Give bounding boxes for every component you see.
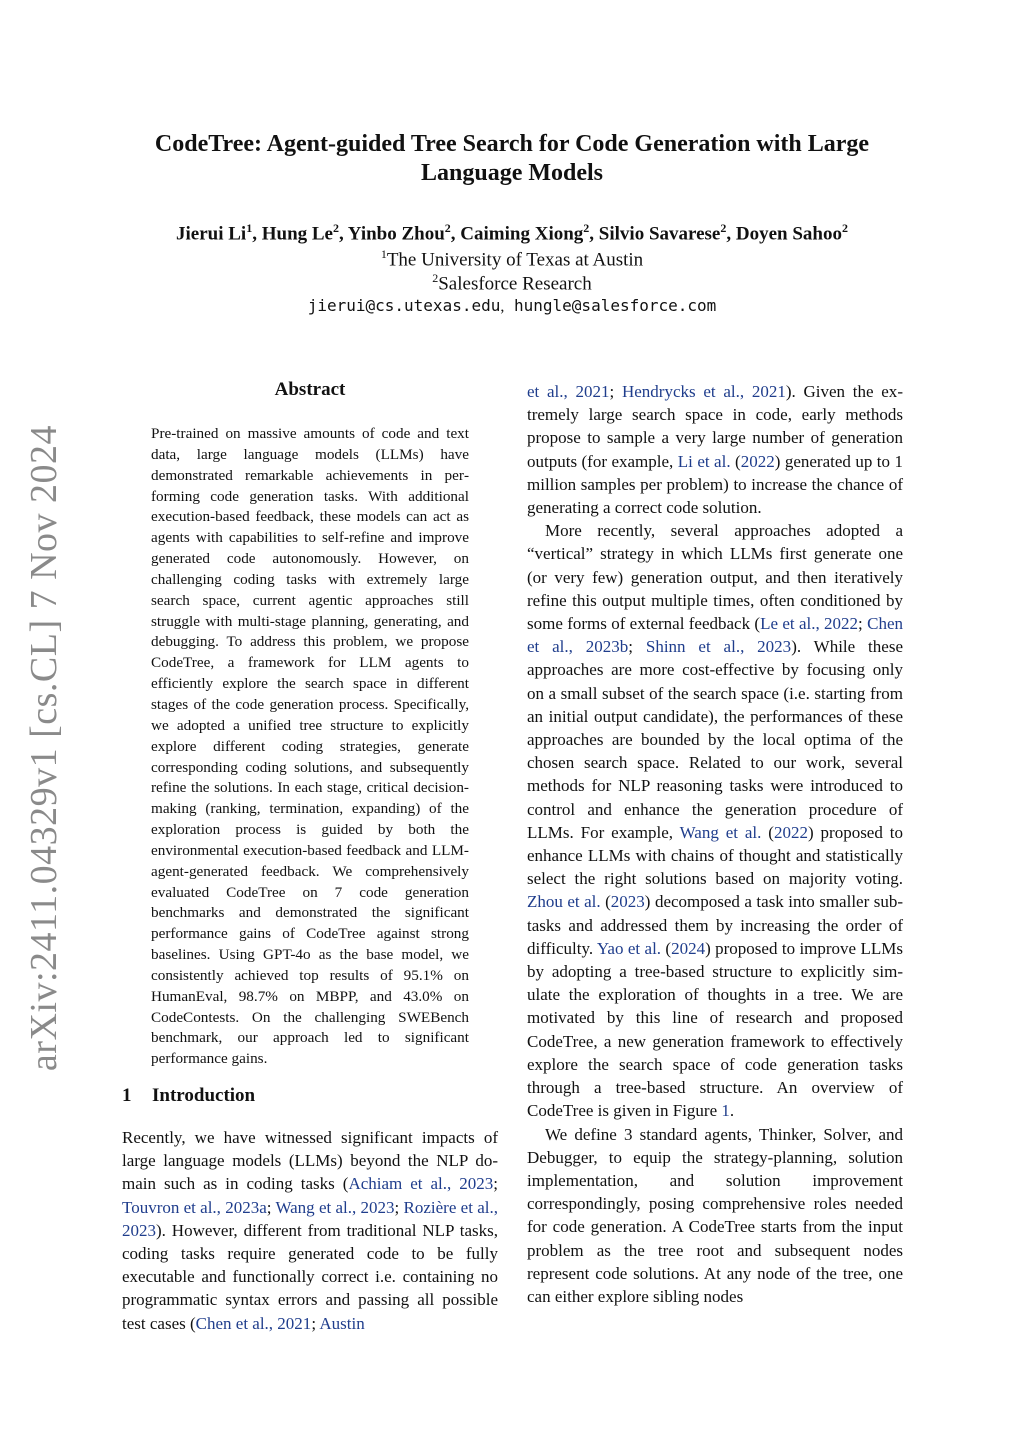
citation-link[interactable]: 2022 <box>773 822 808 842</box>
citation-link[interactable]: Le et al., 2022 <box>760 614 859 634</box>
author-name: Hung Le <box>261 223 333 245</box>
citation-link[interactable]: et al., 2021 <box>527 382 610 401</box>
affiliation-name: Salesforce Research <box>438 273 592 295</box>
body-text: ) proposed to enhance LLMs with chains of thought and statistically select the right solutions based on majority voting. <box>527 822 903 889</box>
body-text: ; <box>394 1197 404 1217</box>
body-paragraph <box>527 1123 903 1309</box>
body-text: More recently, several approaches adopted a “vertical” strategy in which LLMs first generate one (or very few) generation output, and then iteratively refine this output multiple times, often conditioned by some forms of external feedback ( <box>527 521 903 634</box>
affiliation-mark: 2 <box>432 271 439 285</box>
author-name: Caiming Xiong <box>460 223 584 245</box>
section-number: 1 <box>122 1085 132 1106</box>
body-text: ( <box>730 451 741 471</box>
citation-link[interactable]: 2023 <box>610 892 645 912</box>
author-emails <box>120 296 904 316</box>
author-name: Jierui Li <box>176 223 247 245</box>
citation-link[interactable]: 2022 <box>740 451 775 471</box>
body-text: We define 3 standard agents, Thinker, Solver, and Debugger, to equip the strategy-planning, solution implementation, and solution improvement correspondingly, posing comprehensive roles needed for code generation. A CodeTree starts from the input problem as the tree root and subsequent nodes represent code solutions. At any node of the tree, one can either explore sibling nodes <box>527 1124 903 1306</box>
body-paragraph <box>527 380 903 519</box>
affiliation-1 <box>120 247 904 271</box>
citation-link[interactable]: Wang et al., 2023 <box>275 1197 395 1217</box>
body-text: ). While these approaches are more cost-effective by focusing only on a small subset of the search space (i.e. starting from an initial output candidate), the performances of these approaches are bounded by the local optima of the chosen search space. Related to our work, several methods for NLP reasoning tasks were introduced to control and enhance the generation procedure of LLMs. For example, <box>527 637 903 842</box>
citation-link[interactable]: Zhou et al. <box>527 892 601 912</box>
body-text: . <box>729 1101 735 1121</box>
affiliation-2 <box>120 271 904 295</box>
author-affiliation-mark: 2 <box>444 221 451 235</box>
citation-link[interactable]: Austin <box>319 1313 365 1333</box>
affiliation-name: The University of Texas at Austin <box>386 249 644 271</box>
arxiv-identifier: arXiv:2411.04329v1 [cs.CL] 7 Nov 2024 <box>23 424 66 1071</box>
body-text: ; <box>628 637 646 657</box>
citation-link[interactable]: 2024 <box>671 938 706 958</box>
citation-link[interactable]: Chen et al., 2021 <box>195 1313 312 1333</box>
author-name: Yinbo Zhou <box>347 223 445 245</box>
email-separator: , <box>500 298 505 315</box>
body-text: ( <box>761 822 774 842</box>
author-name: Silvio Savarese <box>598 223 721 245</box>
intro-paragraph <box>122 1126 498 1335</box>
body-text: Recently, we have witnessed significant impacts of large language models (LLMs) beyond the NLP domain such as in coding tasks ( <box>122 1128 498 1194</box>
abstract-text: Pre-trained on massive amounts of code and text data, large language models (LLMs) have demonstrated remarkable achievements in performing code generation tasks. With additional execution-based feedback, these models can act as agents with capabilities to self-refine and improve generated code autonomously. However, on challenging coding tasks with extremely large search space, current agentic approaches still struggle with multi-stage planning, generating, and debugging. To address this problem, we propose CodeTree, a framework for LLM agents to efficiently explore the search space in different stages of the code generation process. Specifically, we adopted a unified tree structure to explicitly explore different coding strategies, generate corresponding coding solutions, and subsequently refine the solutions. In each stage, critical decision-making (ranking, termination, expanding) of the exploration process is guided by both the environmental execution-based feedback and LLM-agent-generated feedback. We comprehensively evaluated CodeTree on 7 code generation benchmarks and demonstrated the significant performance gains of CodeTree against strong baselines. Using GPT-4o as the base model, we consistently achieved top results of 95.1% on HumanEval, 98.7% on MBPP, and 43.0% on CodeContests. On the challenging SWEBench benchmark, our approach led to significant performance gains. <box>151 425 469 1068</box>
abstract-heading: Abstract <box>274 379 346 400</box>
body-text: ; <box>311 1313 320 1333</box>
body-text: ) generated up to 1 million samples per problem) to increase the chance of generating a correct code solution. <box>527 451 903 518</box>
citation-link[interactable]: Chen et al., 2023b <box>527 614 903 657</box>
email-link[interactable]: hungle@salesforce.com <box>514 296 717 315</box>
body-text: ( <box>661 938 672 958</box>
citation-link[interactable]: Rozière et al., 2023 <box>122 1197 498 1240</box>
author-affiliation-mark: 2 <box>583 221 590 235</box>
body-text: ) decomposed a task into smaller sub-tasks and addressed them by increasing the order of difficulty. <box>527 892 904 958</box>
citation-link[interactable]: Touvron et al., 2023a <box>122 1197 267 1217</box>
body-text: ; <box>266 1197 276 1217</box>
body-text: ; <box>858 614 868 634</box>
citation-link[interactable]: Achiam et al., 2023 <box>348 1174 494 1194</box>
body-text: ; <box>493 1174 499 1194</box>
body-paragraph <box>527 519 903 1122</box>
paper-title: CodeTree: Agent-guided Tree Search for Code Generation with Large Language Models <box>154 131 870 186</box>
citation-link[interactable]: 1 <box>721 1101 730 1121</box>
body-text: ). Given the extremely large search space in code, early methods propose to sample a very large number of generation outputs (for example, <box>527 382 903 471</box>
body-text: ). However, different from traditional NLP tasks, coding tasks require generated code to be fully executable and functionally correct i.e. containing no programmatic syntax errors and passing all possible test cases ( <box>122 1220 498 1333</box>
author-affiliation-mark: 2 <box>333 221 339 235</box>
citation-link[interactable]: Hendrycks et al., 2021 <box>621 382 786 401</box>
citation-link[interactable]: Yao et al. <box>596 938 662 958</box>
body-text: ( <box>600 892 611 912</box>
affiliation-mark: 1 <box>380 247 387 261</box>
citation-link[interactable]: Wang et al. <box>679 822 762 842</box>
section-heading <box>122 1085 255 1107</box>
right-column <box>527 380 903 1308</box>
author-affiliation-mark: 2 <box>720 221 727 235</box>
email-link[interactable]: jierui@cs.utexas.edu <box>307 296 501 315</box>
section-title: Introduction <box>152 1085 256 1106</box>
body-text: ) proposed to improve LLMs by adopting a tree-based structure to explicitly simulate the exploration of thoughts in a tree. We are motivated by this line of research and proposed CodeTree, a new generation framework to effectively explore the search space of code generation tasks through a tree-based structure. An overview of CodeTree is given in Figure <box>527 938 903 1121</box>
author-name: Doyen Sahoo <box>735 223 842 245</box>
author-list: Jierui Li$^1$, Hung Le$^2$, Yinbo Zhou$^2$, Caiming Xiong$^2$, Silvio Savarese$^2$, Doyen Sahoo$^2$ <box>176 221 848 245</box>
citation-link[interactable]: Shinn et al., 2023 <box>645 637 792 657</box>
author-affiliation-mark: 1 <box>246 221 253 235</box>
author-affiliation-mark: 2 <box>841 221 848 235</box>
arxiv-side-stamp <box>14 424 74 1071</box>
body-text: ; <box>609 382 622 401</box>
citation-link[interactable]: Li et al. <box>677 451 731 471</box>
